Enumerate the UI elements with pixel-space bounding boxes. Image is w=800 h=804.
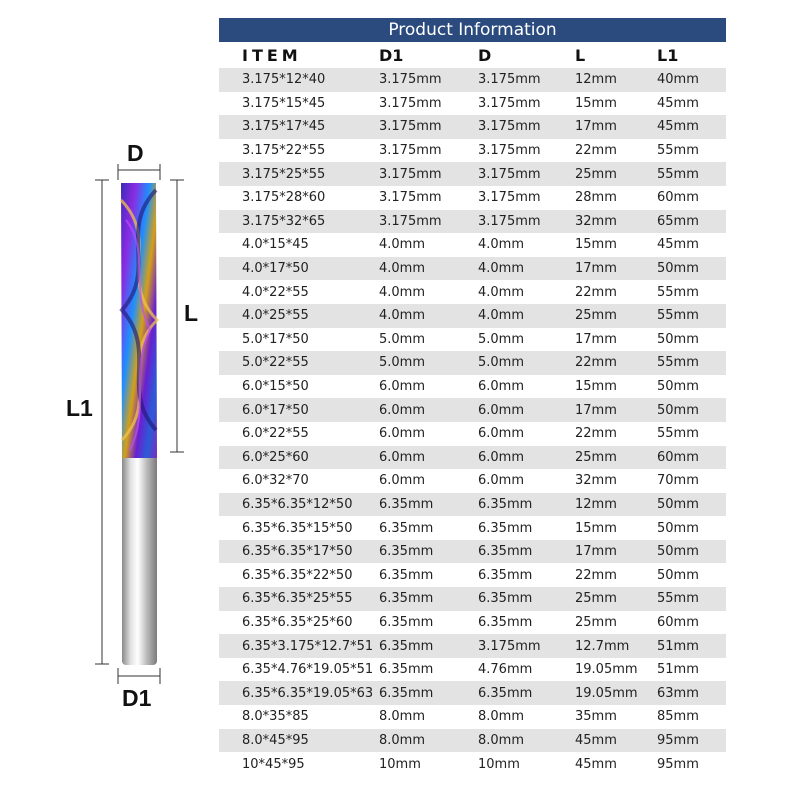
cell-d: 6.0mm: [478, 426, 525, 442]
cell-item: 6.35*4.76*19.05*51: [242, 662, 374, 678]
cell-l1: 70mm: [657, 473, 699, 489]
cell-l: 17mm: [575, 544, 617, 560]
cell-item: 3.175*32*65: [242, 213, 326, 229]
cell-l1: 50mm: [657, 402, 699, 418]
cell-d1: 6.35mm: [379, 520, 434, 536]
cell-l: 22mm: [575, 355, 617, 371]
cell-d1: 3.175mm: [379, 166, 442, 182]
cell-d1: 6.35mm: [379, 567, 434, 583]
cell-d: 3.175mm: [478, 95, 541, 111]
header-d: D: [478, 45, 492, 65]
table-row: [219, 139, 726, 163]
cell-l: 19.05mm: [575, 685, 638, 701]
cell-l1: 50mm: [657, 544, 699, 560]
table-row: [219, 611, 726, 635]
cell-l: 25mm: [575, 591, 617, 607]
cell-l: 25mm: [575, 449, 617, 465]
cell-l: 15mm: [575, 237, 617, 253]
cell-item: 6.35*3.175*12.7*51: [242, 638, 374, 654]
cell-d: 10mm: [478, 756, 520, 772]
cell-item: 10*45*95: [242, 756, 305, 772]
cell-l1: 95mm: [657, 756, 699, 772]
table-body: [219, 68, 726, 776]
cell-d: 6.35mm: [478, 544, 533, 560]
cell-l: 17mm: [575, 119, 617, 135]
cell-d: 3.175mm: [478, 143, 541, 159]
table-row: [219, 658, 726, 682]
cell-l: 12mm: [575, 496, 617, 512]
cell-item: 6.35*6.35*17*50: [242, 544, 353, 560]
cell-d1: 3.175mm: [379, 190, 442, 206]
cell-d1: 6.35mm: [379, 496, 434, 512]
cell-d1: 4.0mm: [379, 308, 426, 324]
table-row: [219, 280, 726, 304]
cell-d: 6.35mm: [478, 685, 533, 701]
cell-d: 3.175mm: [478, 72, 541, 88]
cell-d1: 6.0mm: [379, 449, 426, 465]
cell-l: 15mm: [575, 520, 617, 536]
dimension-label-d1: D1: [122, 685, 152, 711]
cell-item: 4.0*25*55: [242, 308, 309, 324]
cell-d1: 6.0mm: [379, 426, 426, 442]
cell-d: 6.0mm: [478, 473, 525, 489]
cell-l: 32mm: [575, 213, 617, 229]
table-row: [219, 587, 726, 611]
cell-l1: 51mm: [657, 662, 699, 678]
table-row: [219, 752, 726, 776]
cell-l1: 55mm: [657, 426, 699, 442]
cell-item: 5.0*22*55: [242, 355, 309, 371]
cell-d: 4.0mm: [478, 237, 525, 253]
cell-d1: 6.0mm: [379, 379, 426, 395]
table-row: [219, 328, 726, 352]
cell-l: 45mm: [575, 756, 617, 772]
cell-item: 3.175*28*60: [242, 190, 326, 206]
cell-d: 4.0mm: [478, 308, 525, 324]
cell-item: 3.175*17*45: [242, 119, 326, 135]
header-item: ITEM: [242, 45, 302, 65]
cell-d1: 6.0mm: [379, 473, 426, 489]
cell-item: 6.0*25*60: [242, 449, 309, 465]
cell-l1: 50mm: [657, 567, 699, 583]
cell-item: 6.0*15*50: [242, 379, 309, 395]
table-row: [219, 446, 726, 470]
cell-l1: 50mm: [657, 496, 699, 512]
cell-d: 4.0mm: [478, 261, 525, 277]
cell-l1: 50mm: [657, 520, 699, 536]
cell-item: 6.35*6.35*25*55: [242, 591, 353, 607]
cell-l: 12.7mm: [575, 638, 630, 654]
cell-d1: 3.175mm: [379, 213, 442, 229]
cell-l: 25mm: [575, 614, 617, 630]
tool-shank: [122, 455, 157, 665]
cell-d1: 5.0mm: [379, 355, 426, 371]
cell-l1: 95mm: [657, 732, 699, 748]
table-row: [219, 540, 726, 564]
cell-item: 3.175*15*45: [242, 95, 326, 111]
product-information-table: [219, 18, 726, 776]
cell-l1: 50mm: [657, 261, 699, 277]
table-row: [219, 186, 726, 210]
table-row: [219, 634, 726, 658]
cell-l: 22mm: [575, 567, 617, 583]
end-mill-diagram: [0, 0, 220, 800]
table-row: [219, 68, 726, 92]
cell-l: 15mm: [575, 95, 617, 111]
cell-d: 6.0mm: [478, 402, 525, 418]
cell-l1: 65mm: [657, 213, 699, 229]
cell-item: 4.0*17*50: [242, 261, 309, 277]
dimension-label-l: L: [184, 300, 199, 326]
table-row: [219, 681, 726, 705]
cell-l: 22mm: [575, 426, 617, 442]
table-row: [219, 162, 726, 186]
cell-l1: 55mm: [657, 308, 699, 324]
cell-d: 3.175mm: [478, 166, 541, 182]
cell-item: 3.175*25*55: [242, 166, 326, 182]
cell-d1: 5.0mm: [379, 331, 426, 347]
cell-d1: 6.35mm: [379, 544, 434, 560]
cell-l: 19.05mm: [575, 662, 638, 678]
cell-l1: 55mm: [657, 355, 699, 371]
cell-item: 3.175*22*55: [242, 143, 326, 159]
header-d1: D1: [379, 45, 404, 65]
cell-item: 6.0*32*70: [242, 473, 309, 489]
cell-l1: 55mm: [657, 284, 699, 300]
cell-item: 4.0*22*55: [242, 284, 309, 300]
cell-l: 32mm: [575, 473, 617, 489]
table-row: [219, 422, 726, 446]
cell-d1: 6.35mm: [379, 662, 434, 678]
cell-l: 25mm: [575, 308, 617, 324]
cell-l: 22mm: [575, 143, 617, 159]
cell-l1: 45mm: [657, 95, 699, 111]
cell-l: 12mm: [575, 72, 617, 88]
cell-item: 6.35*6.35*12*50: [242, 496, 353, 512]
cell-d1: 4.0mm: [379, 284, 426, 300]
dimension-label-d: D: [127, 140, 144, 166]
cell-l: 17mm: [575, 331, 617, 347]
cell-d: 3.175mm: [478, 213, 541, 229]
cell-l1: 63mm: [657, 685, 699, 701]
cell-item: 5.0*17*50: [242, 331, 309, 347]
cell-d1: 8.0mm: [379, 732, 426, 748]
table-row: [219, 563, 726, 587]
cell-d: 3.175mm: [478, 190, 541, 206]
cell-d1: 6.35mm: [379, 614, 434, 630]
cell-d1: 6.35mm: [379, 638, 434, 654]
cell-d1: 3.175mm: [379, 72, 442, 88]
table-row: [219, 115, 726, 139]
cell-item: 6.35*6.35*15*50: [242, 520, 353, 536]
cell-d: 6.0mm: [478, 379, 525, 395]
cell-item: 4.0*15*45: [242, 237, 309, 253]
cell-item: 6.35*6.35*25*60: [242, 614, 353, 630]
cell-d1: 6.35mm: [379, 685, 434, 701]
table-header-row: [219, 42, 726, 68]
table-row: [219, 705, 726, 729]
end-mill-illustration: [0, 0, 220, 800]
cell-d1: 3.175mm: [379, 95, 442, 111]
cell-item: 6.35*6.35*22*50: [242, 567, 353, 583]
cell-d1: 4.0mm: [379, 237, 426, 253]
table-row: [219, 493, 726, 517]
cell-l1: 60mm: [657, 449, 699, 465]
table-row: [219, 729, 726, 753]
table-row: [219, 398, 726, 422]
table-row: [219, 92, 726, 116]
cell-d: 6.35mm: [478, 591, 533, 607]
header-l1: L1: [657, 45, 679, 65]
cell-d: 6.35mm: [478, 567, 533, 583]
cell-l: 15mm: [575, 379, 617, 395]
cell-d1: 6.0mm: [379, 402, 426, 418]
cell-l: 22mm: [575, 284, 617, 300]
cell-l: 17mm: [575, 402, 617, 418]
cell-d1: 3.175mm: [379, 143, 442, 159]
table-row: [219, 257, 726, 281]
dimension-label-l1: L1: [66, 395, 93, 421]
cell-item: 8.0*45*95: [242, 732, 309, 748]
cell-l1: 60mm: [657, 190, 699, 206]
cell-l1: 45mm: [657, 237, 699, 253]
cell-d: 4.76mm: [478, 662, 533, 678]
cell-l: 17mm: [575, 261, 617, 277]
cell-d: 6.35mm: [478, 496, 533, 512]
cell-l: 25mm: [575, 166, 617, 182]
cell-l: 35mm: [575, 709, 617, 725]
cell-d1: 10mm: [379, 756, 421, 772]
cell-item: 6.0*17*50: [242, 402, 309, 418]
cell-l1: 60mm: [657, 614, 699, 630]
cell-d: 5.0mm: [478, 355, 525, 371]
cell-l1: 51mm: [657, 638, 699, 654]
table-row: [219, 375, 726, 399]
cell-d: 8.0mm: [478, 709, 525, 725]
cell-l: 28mm: [575, 190, 617, 206]
table-row: [219, 304, 726, 328]
cell-d1: 6.35mm: [379, 591, 434, 607]
cell-l1: 85mm: [657, 709, 699, 725]
table-row: [219, 351, 726, 375]
cell-item: 6.0*22*55: [242, 426, 309, 442]
cell-d: 6.35mm: [478, 614, 533, 630]
cell-d: 5.0mm: [478, 331, 525, 347]
cell-item: 8.0*35*85: [242, 709, 309, 725]
cell-d: 3.175mm: [478, 119, 541, 135]
cell-d1: 4.0mm: [379, 261, 426, 277]
table-row: [219, 233, 726, 257]
cell-l1: 40mm: [657, 72, 699, 88]
cell-l1: 55mm: [657, 143, 699, 159]
table-title: Product Information: [219, 18, 726, 42]
table-row: [219, 516, 726, 540]
cell-l1: 55mm: [657, 166, 699, 182]
header-l: L: [575, 45, 586, 65]
cell-d1: 8.0mm: [379, 709, 426, 725]
cell-l1: 50mm: [657, 331, 699, 347]
cell-d: 6.35mm: [478, 520, 533, 536]
cell-l1: 55mm: [657, 591, 699, 607]
cell-l1: 45mm: [657, 119, 699, 135]
cell-l1: 50mm: [657, 379, 699, 395]
cell-d: 8.0mm: [478, 732, 525, 748]
cell-d: 6.0mm: [478, 449, 525, 465]
cell-d: 4.0mm: [478, 284, 525, 300]
cell-d1: 3.175mm: [379, 119, 442, 135]
table-row: [219, 469, 726, 493]
cell-item: 6.35*6.35*19.05*63: [242, 685, 374, 701]
cell-l: 45mm: [575, 732, 617, 748]
table-row: [219, 210, 726, 234]
cell-d: 3.175mm: [478, 638, 541, 654]
cell-item: 3.175*12*40: [242, 72, 326, 88]
